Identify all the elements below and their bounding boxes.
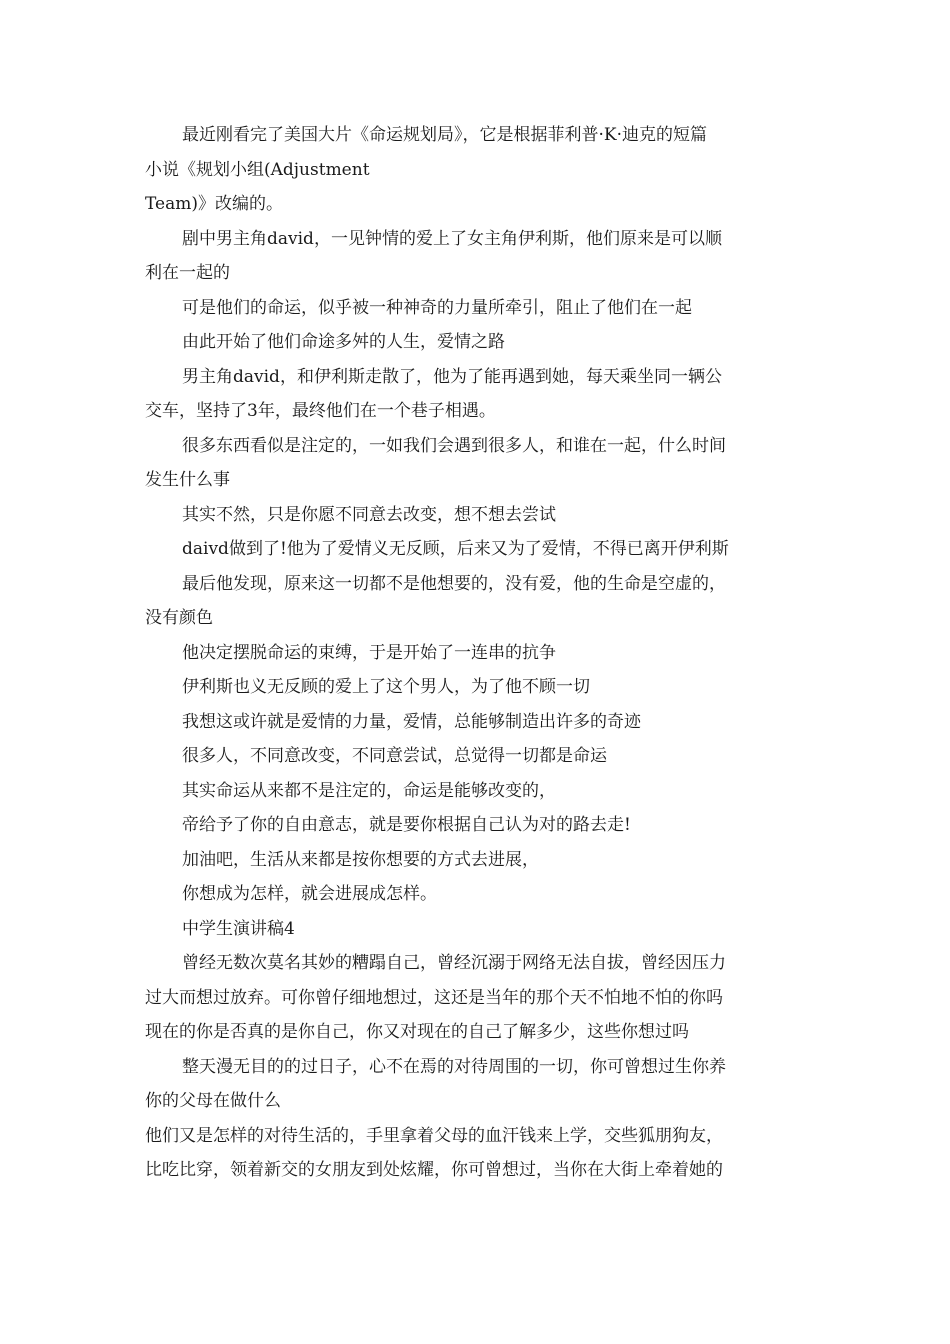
- paragraph-line: Team)》改编的。: [145, 194, 283, 214]
- paragraph-line: 男主角david，和伊利斯走散了，他为了能再遇到她，每天乘坐同一辆公: [182, 366, 722, 387]
- paragraph-line: 剧中男主角david，一见钟情的爱上了女主角伊利斯，他们原来是可以顺: [182, 228, 722, 249]
- paragraph-line: 小说《规划小组(Adjustment: [145, 159, 370, 180]
- paragraph-line: 最后他发现，原来这一切都不是他想要的，没有爱，他的生命是空虚的，: [182, 573, 726, 594]
- paragraph-line: 很多东西看似是注定的，一如我们会遇到很多人，和谁在一起，什么时间: [182, 435, 726, 456]
- paragraph-line: 整天漫无目的的过日子，心不在焉的对待周围的一切，你可曾想过生你养: [182, 1056, 726, 1077]
- paragraph-line: 由此开始了他们命途多舛的人生，爱情之路: [182, 332, 505, 352]
- paragraph-line: 利在一起的: [145, 263, 230, 283]
- paragraph-line: 最近刚看完了美国大片《命运规划局》，它是根据菲利普·K·迪克的短篇: [182, 125, 708, 145]
- paragraph-line: 加油吧，生活从来都是按你想要的方式去进展，: [182, 849, 539, 870]
- paragraph-line: 他们又是怎样的对待生活的，手里拿着父母的血汗钱来上学，交些狐朋狗友，: [145, 1125, 723, 1146]
- paragraph-line: 帝给予了你的自由意志，就是要你根据自己认为对的路去走!: [182, 815, 631, 835]
- paragraph-line: 交车，坚持了3年，最终他们在一个巷子相遇。: [145, 401, 496, 421]
- paragraph-line: 没有颜色: [145, 608, 213, 628]
- paragraph-line: 你的父母在做什么: [145, 1091, 281, 1111]
- paragraph-line: 比吃比穿，领着新交的女朋友到处炫耀，你可曾想过，当你在大街上牵着她的: [145, 1160, 723, 1180]
- document-body: [145, 118, 810, 1188]
- paragraph-line: 其实命运从来都不是注定的，命运是能够改变的，: [182, 780, 556, 801]
- paragraph-line: 很多人，不同意改变，不同意尝试，总觉得一切都是命运: [182, 746, 607, 766]
- paragraph-line: 过大而想过放弃。可你曾仔细地想过，这还是当年的那个天不怕地不怕的你吗: [145, 987, 723, 1008]
- section-heading: 中学生演讲稿4: [182, 918, 295, 939]
- paragraph-line: 你想成为怎样，就会进展成怎样。: [182, 884, 437, 904]
- paragraph-line: 其实不然，只是你愿不同意去改变，想不想去尝试: [182, 504, 556, 525]
- paragraph-line: 曾经无数次莫名其妙的糟蹋自己，曾经沉溺于网络无法自拔，曾经因压力: [182, 953, 726, 973]
- paragraph-line: 我想这或许就是爱情的力量，爱情，总能够制造出许多的奇迹: [182, 711, 641, 732]
- paragraph-line: daivd做到了!他为了爱情义无反顾，后来又为了爱情，不得已离开伊利斯: [182, 539, 729, 559]
- paragraph-line: 现在的你是否真的是你自己，你又对现在的自己了解多少，这些你想过吗: [145, 1022, 689, 1042]
- paragraph-line: 他决定摆脱命运的束缚，于是开始了一连串的抗争: [182, 642, 556, 663]
- paragraph-line: 可是他们的命运，似乎被一种神奇的力量所牵引，阻止了他们在一起: [182, 297, 692, 318]
- paragraph-line: 伊利斯也义无反顾的爱上了这个男人，为了他不顾一切: [182, 677, 590, 697]
- paragraph-line: 发生什么事: [145, 470, 230, 490]
